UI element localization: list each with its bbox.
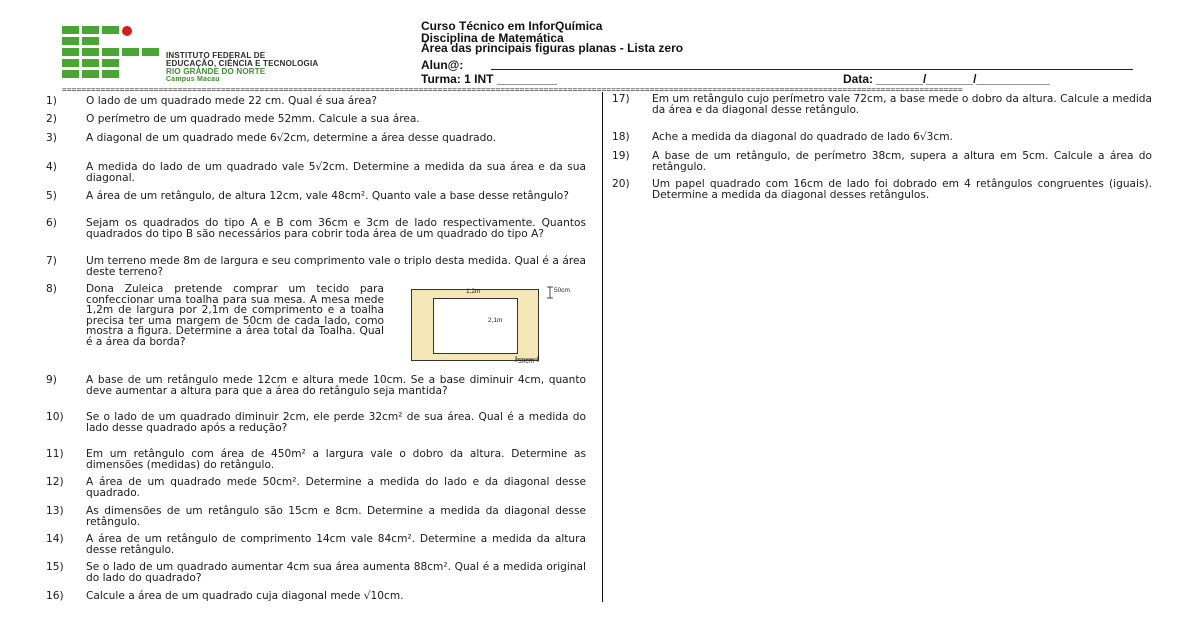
question-text: A base de um retângulo mede 12cm e altura mede 10cm. Se a base diminuir 4cm, quanto deve aumentar a altura para que a área do retângulo seja mantida? — [86, 374, 586, 397]
question-text: Se o lado de um quadrado aumentar 4cm sua área aumenta 88cm². Qual é a medida original do lado do quadrado? — [86, 561, 586, 584]
question-text: A base de um retângulo, de perímetro 38cm, supera a altura em 5cm. Calcule a área do retângulo. — [652, 150, 1152, 173]
question-number: 1) — [46, 95, 57, 107]
question-number: 4) — [46, 161, 57, 173]
question-text: A diagonal de um quadrado mede 6√2cm, determine a área desse quadrado. — [86, 132, 496, 144]
question-number: 14) — [46, 533, 64, 545]
question-number: 5) — [46, 190, 57, 202]
question-text: A medida do lado de um quadrado vale 5√2cm. Determine a medida da sua área e da sua diagonal. — [86, 161, 586, 184]
question-text: A área de um retângulo, de altura 12cm, vale 48cm². Quanto vale a base desse retângulo? — [86, 190, 569, 202]
question-text: O lado de um quadrado mede 22 cm. Qual é sua área? — [86, 95, 378, 107]
question-text: O perímetro de um quadrado mede 52mm. Calcule a sua área. — [86, 113, 420, 125]
course-title: Curso Técnico em InforQuímica — [421, 19, 603, 33]
question-number: 2) — [46, 113, 57, 125]
student-field[interactable] — [421, 58, 1141, 72]
question-number: 8) — [46, 283, 57, 295]
question-number: 3) — [46, 132, 57, 144]
question-text: Dona Zuleica pretende comprar um tecido para confeccionar uma toalha para sua mesa. A mesa mede 1,2m de largura por 2,1m de comprimento e a toalha precisa ter uma margem de 50cm de cada lado, como mostra a figura. Determine a área total da Toalha. Qual é a área da borda? — [86, 283, 384, 348]
question-number: 17) — [612, 93, 630, 105]
question-text: A área de um quadrado mede 50cm². Determine a medida do lado e da diagonal desse quadrado. — [86, 476, 586, 499]
question-number: 18) — [612, 131, 630, 143]
question-text: As dimensões de um retângulo são 15cm e 8cm. Determine a medida da diagonal desse retângulo. — [86, 505, 586, 528]
topic-title: Área das principais figuras planas - Lista zero — [421, 41, 684, 55]
class-field: Turma: 1 INT _________ — [421, 72, 557, 86]
tablecloth-figure — [408, 286, 568, 368]
logo-line-1: INSTITUTO FEDERAL DE — [166, 51, 266, 60]
question-number: 10) — [46, 411, 64, 423]
student-label: Alun@: — [421, 58, 464, 72]
question-number: 15) — [46, 561, 64, 573]
question-text: Um papel quadrado com 16cm de lado foi dobrado em 4 retângulos congruentes (iguais). Determine a medida da diagonal desses retângulos. — [652, 178, 1152, 201]
question-number: 20) — [612, 178, 630, 190]
question-text: Se o lado de um quadrado diminuir 2cm, ele perde 32cm² de sua área. Qual é a medida do lado desse quadrado após a redução? — [86, 411, 586, 434]
institute-name — [166, 52, 318, 84]
institute-logo — [62, 26, 172, 78]
student-blank-line[interactable] — [491, 69, 1133, 70]
question-number: 12) — [46, 476, 64, 488]
question-text: Em um retângulo com área de 450m² a largura vale o dobro da altura. Determine as dimensões (medidas) do retângulo. — [86, 448, 586, 471]
margin-bottom-label: 50cm — [518, 358, 534, 365]
logo-line-3: RIO GRANDE DO NORTE — [166, 67, 266, 76]
question-text: Sejam os quadrados do tipo A e B com 36cm e 3cm de lado respectivamente. Quantos quadrados do tipo B são necessários para cobrir toda área de um quadrado do tipo A? — [86, 217, 586, 240]
date-field: Data: _______/_______/___________ — [843, 72, 1050, 86]
question-number: 6) — [46, 217, 57, 229]
question-number: 7) — [46, 255, 57, 267]
question-text: Em um retângulo cujo perímetro vale 72cm, a base mede o dobro da altura. Calcule a medida da área e da diagonal desse retângulo. — [652, 93, 1152, 116]
question-number: 13) — [46, 505, 64, 517]
dimension-marks — [408, 286, 568, 368]
margin-top-label: 50cm — [554, 287, 570, 294]
column-divider — [602, 92, 603, 602]
question-text: Ache a medida da diagonal do quadrado de lado 6√3cm. — [652, 131, 953, 143]
question-text: Calcule a área de um quadrado cuja diagonal mede √10cm. — [86, 590, 404, 602]
width-label: 1,2m — [466, 288, 481, 295]
length-label: 2,1m — [488, 317, 503, 324]
question-text: A área de um retângulo de comprimento 14cm vale 84cm². Determine a medida da altura desse retângulo. — [86, 533, 586, 556]
subject-title: Disciplina de Matemática — [421, 31, 564, 45]
separator-line: =========================================================================================================================================================================================== — [62, 86, 963, 94]
question-number: 9) — [46, 374, 57, 386]
question-number: 11) — [46, 448, 64, 460]
logo-line-2: EDUCAÇÃO, CIÊNCIA E TECNOLOGIA — [166, 59, 319, 68]
question-number: 16) — [46, 590, 64, 602]
logo-line-4: Campus Macau — [166, 76, 220, 83]
question-text: Um terreno mede 8m de largura e seu comprimento vale o triplo desta medida. Qual é a área deste terreno? — [86, 255, 586, 278]
question-number: 19) — [612, 150, 630, 162]
